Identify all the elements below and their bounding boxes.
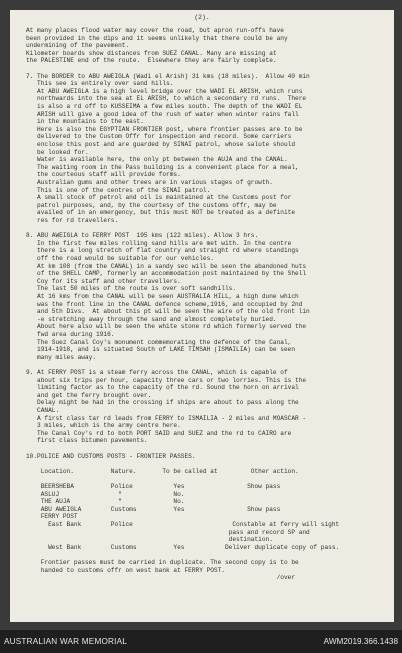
text-line: destination. — [26, 536, 273, 544]
text-line: -e stretching away through the sand and almost completely buried. — [26, 315, 277, 323]
text-line: A small stock of petrol and oil is maintained at the Customs post for — [26, 194, 292, 202]
text-line: This see is entirely over sand hills. — [26, 80, 174, 88]
text-line: patrol purposes, and, by the courtesy of the customs offr, may be — [26, 201, 277, 209]
text-line: The waiting room in the Pass building is a convenient place for a meal, — [26, 163, 299, 171]
text-line: Frontier passes must be carried in duplicate. The second copy is to be — [26, 559, 299, 566]
archive-footer — [0, 630, 402, 653]
page-number: (2). — [194, 14, 210, 21]
text-line: About here also will be seen the white stone rd which formerly served the — [26, 323, 307, 331]
text-line: and 5th Divs. At about this pt will be seen the wire of the old front lin — [26, 308, 310, 316]
text-line: /over — [26, 574, 296, 582]
text-line: and get the ferry brought over. — [26, 391, 152, 399]
text-line: there is a long stretch of flat country and straight rd where standings — [26, 247, 299, 255]
text-line: enclose this post and are guarded by SINAI patrol, whose salute should — [26, 141, 296, 148]
text-line: was the front line in the CANAL defence scheme,1916, and occupied by 2nd — [26, 300, 303, 308]
text-line: been provided in the dips and it seems unlikely that there could be any — [26, 34, 288, 42]
text-line: first class bitumen pavements. — [26, 437, 148, 445]
text-line: 3 miles, which is the army centre here. — [26, 422, 181, 430]
text-line: Here is also the EGYPTIAN FRONTIER post, where frontier passes are to be — [26, 125, 303, 133]
text-line: res for rd travellers. — [26, 217, 119, 224]
text-line: ARISH will give a good idea of the rush of water when winter rains fall — [26, 110, 299, 118]
text-line: ASLUJ " No. — [26, 490, 185, 498]
text-line: 10.POLICE AND CUSTOMS POSTS - FRONTIER PASSES. — [26, 452, 196, 460]
text-line: In the first few miles rolling sand hills are met with. In the centre — [26, 239, 292, 247]
text-line: Coy for its staff and other travellers. — [26, 277, 181, 285]
text-line: in the mountains to the east. — [26, 118, 144, 126]
text-line: The Canal Coy's rd to both PORT SAID and SUEZ and the rd to CAIRO are — [26, 429, 292, 437]
text-line: At ABU AWEIGLA is a high level bridge over the WADI EL ARISH, which runs — [26, 87, 303, 95]
text-line: fwd area during 1916. — [26, 331, 115, 338]
text-line: Australian gums and other trees are in various stages of growth. — [26, 179, 273, 186]
text-line: THE AUJA " No. — [26, 498, 185, 506]
text-line: Location. Nature. To be called at Other action. — [26, 467, 299, 475]
text-line: BEERSHEBA Police Yes Show pass — [26, 483, 281, 490]
text-line: the courteous staff will provide forms. — [26, 171, 181, 179]
footer-accession-number: AWM2019.366.1438 — [323, 637, 398, 646]
text-line: FERRY POST — [26, 513, 78, 521]
text-line: northwards into the sea at EL ARISH, to which a secondary rd runs. There — [26, 95, 307, 103]
text-line: West Bank Customs Yes Deliver duplicate copy of pass. — [26, 543, 340, 551]
text-line: 1914-1918, and is situated South of LAKE TIMSAH (ISMAILIA) can be seen — [26, 346, 296, 354]
text-line: At km 108 (from the CANAL) in a sandy sec will be seen the abandoned huts — [26, 262, 307, 270]
text-line: of the SHELL CAMP, formerly an accommodation post maintained by the Shell — [26, 270, 307, 278]
document-page — [10, 10, 394, 622]
text-line: availed of in an emergency, but this must NOT be treated as a definite — [26, 209, 296, 217]
text-line: undermining of the pavement. — [26, 42, 130, 50]
text-line: 9. At FERRY POST is a steam ferry across the CANAL, which is capable of — [26, 369, 288, 376]
text-line: CANAL. — [26, 407, 60, 414]
text-line: The last 50 miles of the route is over soft sandhills. — [26, 285, 237, 293]
text-line: At 16 kms from the CANAL will be seen AUSTRALIA HILL, a high dune which — [26, 293, 299, 300]
text-line: This is one of the centres of the SINAI patrol. — [26, 186, 211, 194]
text-line: East Bank Police Constable at ferry will sight — [26, 521, 340, 528]
text-line: many miles away. — [26, 353, 97, 361]
text-line: At many places flood water may cover the road, but apron run-offs have — [26, 27, 284, 34]
text-line: about six trips per hour, capacity three cars or two lorries. This is the — [26, 376, 307, 384]
text-line: 8. ABU AWEIGLA to FERRY POST 195 kms (122 miles). Allow 3 hrs. — [26, 232, 259, 240]
text-line: be looked for. — [26, 148, 89, 156]
text-line: ABU AWEIGLA Customs Yes Show pass — [26, 505, 281, 513]
text-line: off the road would be suitable for our vehicles. — [26, 255, 214, 262]
text-line: pass and record SP and — [26, 528, 310, 536]
text-line: the PALESTINE end of the route. Elsewhere they are fairly complete. — [26, 57, 277, 65]
text-line: The Suez Canal Coy's monument commemorating the defence of the Canal, — [26, 338, 292, 346]
text-line: 7. The BORDER to ABU AWEIGLA (Wadi el Arish) 31 kms (18 miles). Allow 40 min — [26, 72, 310, 80]
text-line: limiting factor as to the capacity of the rd. Sound the horn on arrival — [26, 384, 299, 392]
text-line: Water is available here, the only pt between the AUJA and the CANAL. — [26, 156, 288, 164]
text-line: is also a rd off to KUSSEIMA a few miles south. The depth of the WADI EL — [26, 103, 303, 110]
text-line: delivered to the Custom Offr for inspection and record. Some carriers — [26, 133, 292, 141]
text-line: handed to customs offr on west bank at FERRY POST. — [26, 566, 225, 574]
text-line: Delay might be had in the crossing if ships are about to pass along the — [26, 399, 299, 407]
footer-institution: AUSTRALIAN WAR MEMORIAL — [4, 637, 128, 646]
text-line: Kilometer boards show distances from SUEZ CANAL. Many are missing at — [26, 49, 277, 57]
text-line: A first class tar rd leads from FERRY to ISMAILIA - 2 miles and MOASCAR - — [26, 414, 307, 422]
